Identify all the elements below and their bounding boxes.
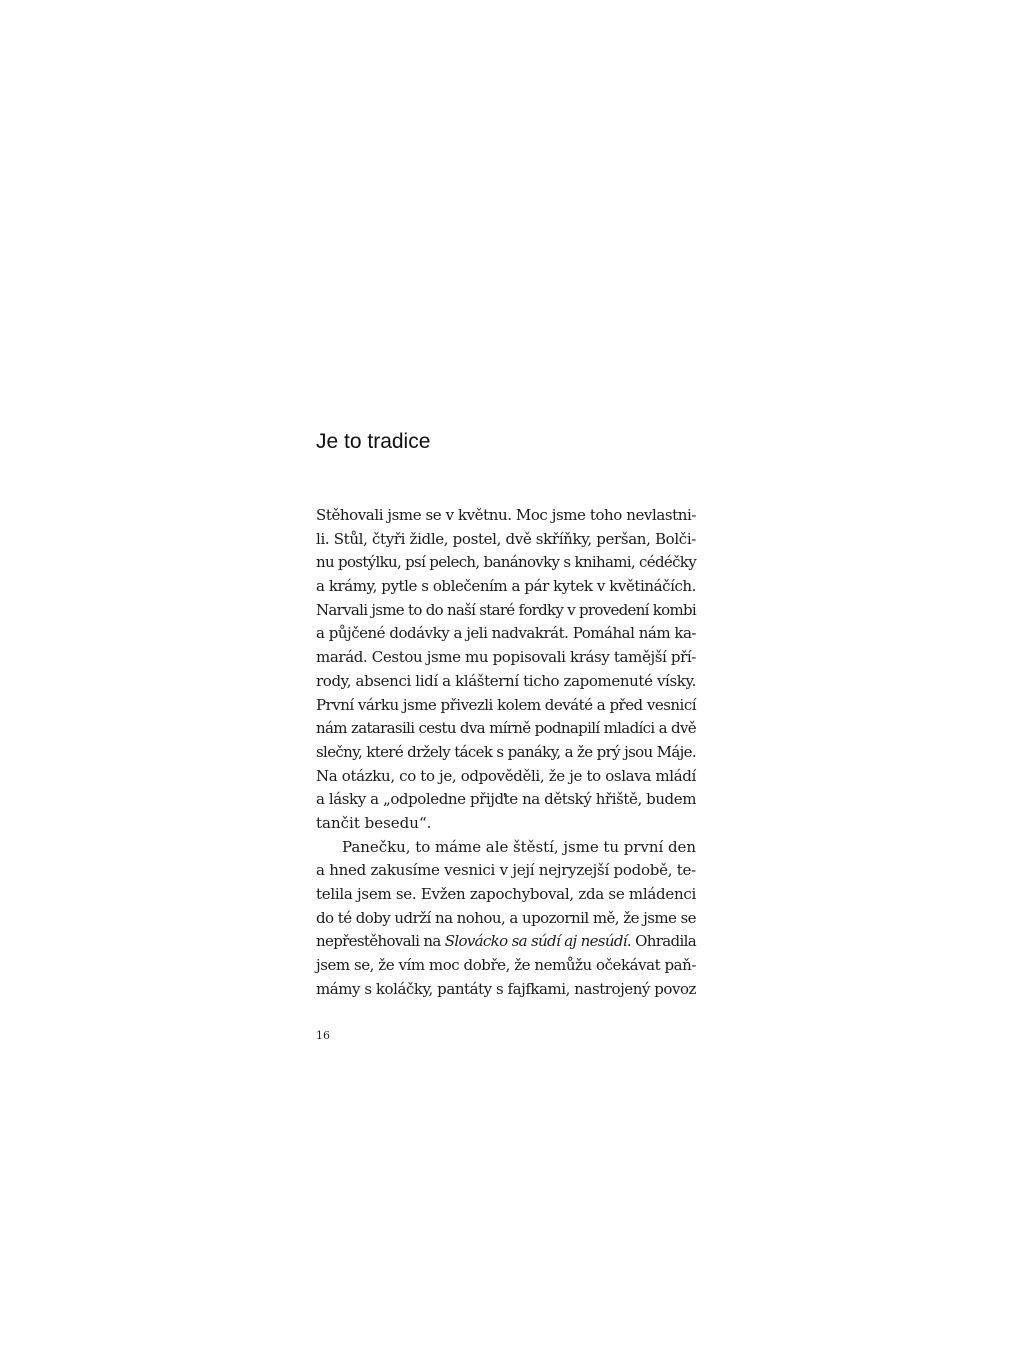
text-line: telila jsem se. Evžen zapochyboval, zda se mládenci	[316, 885, 696, 903]
text-line: a půjčené dodávky a jeli nadvakrát. Pomáhal nám ka-	[316, 624, 696, 643]
text-line: nám zatarasili cestu dva mírně podnapilí mladíci a dvě	[316, 719, 696, 738]
text-line: a krámy, pytle s oblečením a pár kytek v květináčích.	[316, 577, 696, 596]
text-line: li. Stůl, čtyři židle, postel, dvě skříňky, peršan, Bolči-	[316, 529, 696, 548]
text-line: Na otázku, co to je, odpověděli, že je to oslava mládí	[316, 766, 697, 785]
text-line: slečny, které držely tácek s panáky, a že prý jsou Máje.	[316, 742, 696, 761]
text-line: jsem se, že vím moc dobře, že nemůžu očekávat paň-	[316, 956, 696, 975]
paragraph-1	[316, 504, 696, 836]
chapter-title: Je to tradice	[316, 430, 431, 453]
text-line: nu postýlku, psí pelech, banánovky s knihami, cédéčky	[316, 553, 696, 572]
text-segment: nepřestěhovali na	[316, 932, 441, 951]
text-line: První várku jsme přivezli kolem deváté a před vesnicí	[316, 695, 696, 714]
text-line: tančit besedu“.	[316, 813, 432, 832]
text-line: Narvali jsme to do naší staré fordky v provedení kombi	[316, 600, 696, 619]
text-line: do té doby udrží na nohou, a upozornil mě, že jsme se	[316, 908, 696, 927]
page-number: 16	[316, 1029, 330, 1042]
text-line: rody, absenci lidí a klášterní ticho zapomenuté vísky.	[316, 671, 696, 690]
text-line: Stěhovali jsme se v květnu. Moc jsme toho nevlastni-	[316, 506, 696, 524]
text-segment: . Ohradila	[626, 932, 697, 951]
text-line-with-italic	[316, 930, 696, 954]
paragraph-2	[316, 836, 696, 1002]
body-text	[316, 504, 696, 1001]
italic-phrase: Slovácko sa súdí aj nesúdí	[444, 932, 627, 951]
text-line: a hned zakusíme vesnici v její nejryzejší podobě, te-	[316, 861, 696, 880]
text-line: marád. Cestou jsme mu popisovali krásy tamější pří-	[316, 648, 696, 667]
text-line: a lásky a „odpoledne přijďte na dětský hřiště, budem	[316, 790, 696, 809]
text-line: mámy s koláčky, pantáty s fajfkami, nastrojený povoz	[316, 979, 696, 998]
text-line: Panečku, to máme ale štěstí, jsme tu první den	[342, 837, 697, 856]
